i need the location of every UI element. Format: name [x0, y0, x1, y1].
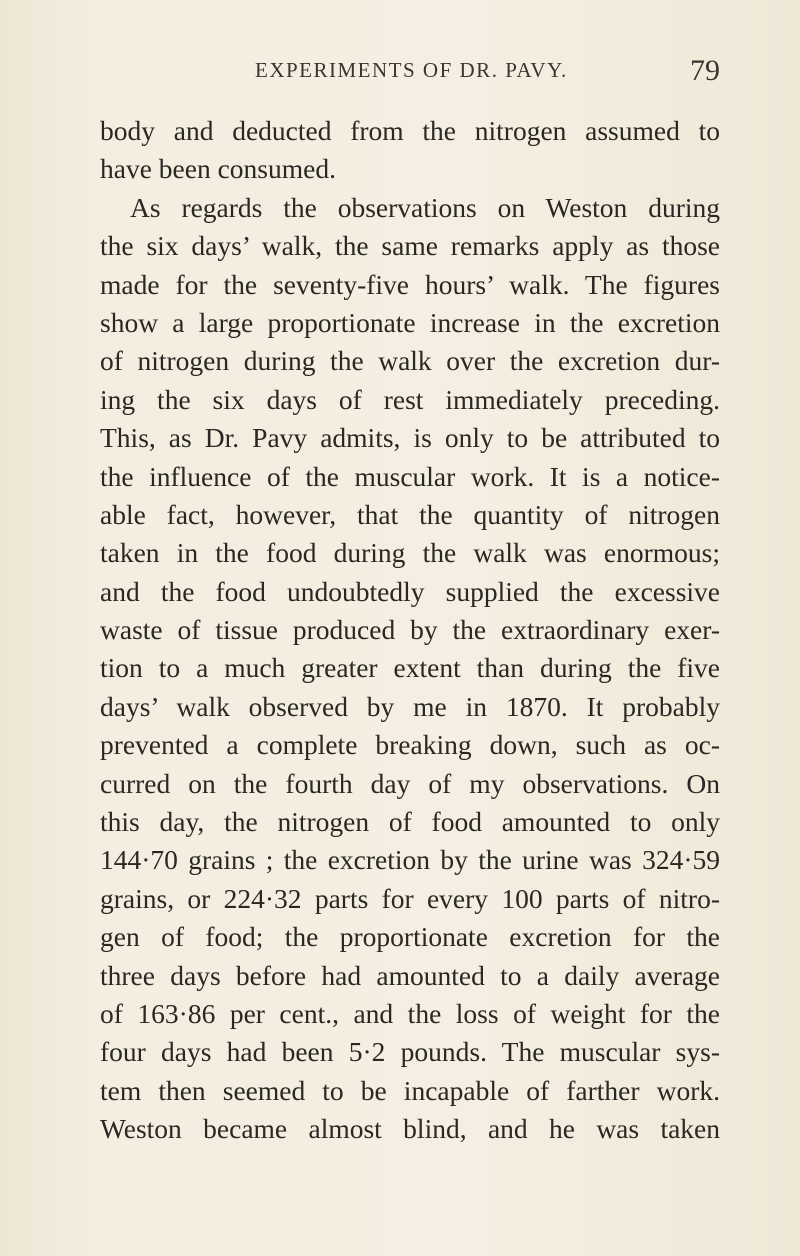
body-text: [100, 112, 720, 1149]
text-line: grains, or 224·32 parts for every 100 parts of nitro-: [100, 882, 720, 914]
text-line: tion to a much greater extent than during the five: [100, 652, 720, 684]
text-line: tem then seemed to be incapable of farther work.: [100, 1074, 720, 1106]
text-line: have been consumed.: [100, 153, 336, 185]
text-line: gen of food; the proportionate excretion for the: [100, 921, 720, 953]
text-line: of nitrogen during the walk over the excretion dur-: [100, 345, 720, 377]
text-line: waste of tissue produced by the extraordinary exer-: [100, 614, 720, 646]
running-title: EXPERIMENTS OF DR. PAVY.: [255, 58, 568, 82]
text-line: and the food undoubtedly supplied the excessive: [100, 575, 720, 607]
text-line: the influence of the muscular work. It is a notice-: [100, 460, 720, 492]
page-number: 79: [690, 54, 720, 87]
paragraph-start-line: As regards the observations on Weston during: [130, 191, 720, 223]
text-line: this day, the nitrogen of food amounted to only: [100, 806, 720, 838]
text-line: Weston became almost blind, and he was taken: [100, 1113, 720, 1145]
text-line: able fact, however, that the quantity of nitrogen: [100, 498, 720, 530]
text-line: This, as Dr. Pavy admits, is only to be attributed to: [100, 422, 720, 454]
text-line: three days before had amounted to a daily average: [100, 959, 720, 991]
text-line: the six days’ walk, the same remarks apply as those: [100, 230, 720, 262]
text-line: four days had been 5·2 pounds. The muscular sys-: [100, 1036, 720, 1068]
text-line: made for the seventy-five hours’ walk. The figures: [100, 268, 720, 300]
text-line: body and deducted from the nitrogen assumed to: [100, 115, 720, 146]
text-line: prevented a complete breaking down, such as oc-: [100, 729, 720, 761]
text-line: show a large proportionate increase in the excretion: [100, 306, 720, 338]
text-line: curred on the fourth day of my observations. On: [100, 767, 720, 799]
text-line: ing the six days of rest immediately preceding.: [100, 383, 720, 415]
text-line: days’ walk observed by me in 1870. It probably: [100, 690, 720, 722]
text-line: taken in the food during the walk was enormous;: [100, 537, 720, 569]
running-head: [100, 54, 720, 92]
text-line: 144·70 grains ; the excretion by the urine was 324·59: [100, 844, 720, 876]
text-line: of 163·86 per cent., and the loss of weight for the: [100, 997, 720, 1029]
